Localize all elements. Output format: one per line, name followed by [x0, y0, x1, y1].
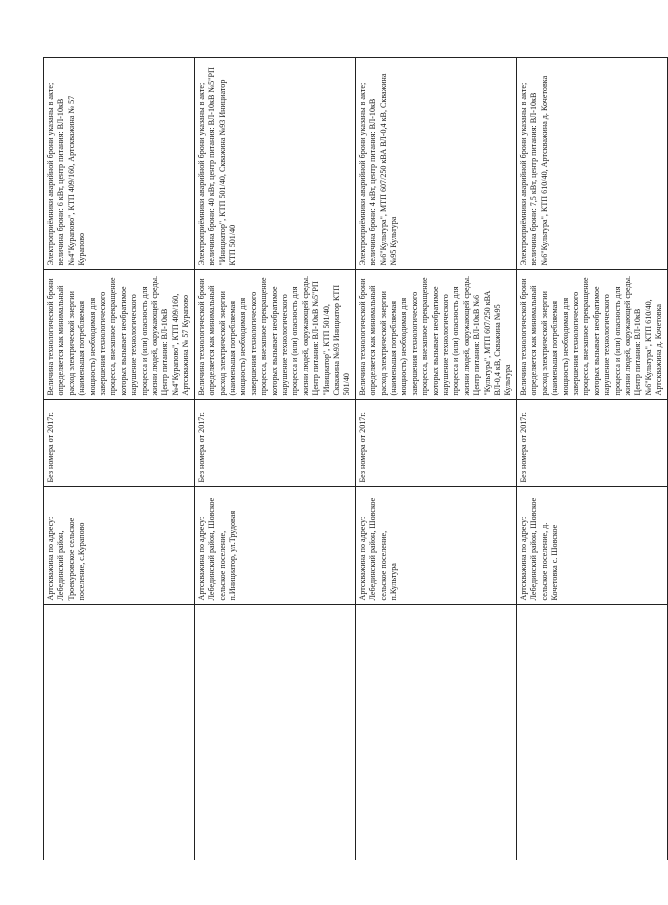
empty-cell: [516, 770, 667, 860]
rotated-table-wrapper: [43, 58, 664, 860]
technological-reserve-table: [43, 58, 668, 861]
table-row: [516, 58, 667, 860]
table-row: [194, 58, 355, 860]
note-cell: Электроприёмники аварийной брони указаны в акте; величина брони: 4 кВт, центр питания: ВЛ-10кВ №6"Культура", МТП 607/250 кВА ВЛ-0,4 кВ, Скважина №95 Культура: [355, 58, 516, 270]
empty-cell: [355, 770, 516, 860]
number-cell: Без номера от 2017г.: [355, 400, 516, 487]
empty-cell: [44, 770, 195, 860]
number-cell: Без номера от 2017г.: [516, 400, 667, 487]
number-cell: Без номера от 2017г.: [194, 400, 355, 487]
table-row: [355, 58, 516, 860]
address-cell: Артскважина по адресу: Лебединский район, Троекуровское сельское поселение, с.Курапово: [44, 487, 195, 605]
description-cell: Величина технологической брони определяется как минимальный расход электрической энергии (наименьшая потребляемая мощность) необходимая для завершения технологического процесса, внезапное прекращение которых вызывает необратимое нарушение технологического процесса и (или) опасность для жизни людей, окружающей среды. Центр питания: ВЛ-10кВ №5"РП "Инициатор", КТП 501/40, Скважина №93 Инициатор КТП 501/40: [194, 270, 355, 400]
note-cell: Электроприёмники аварийной брони указаны в акте; величина брони: 7,5 кВт, центр питания: ВЛ-10кВ №6"Культура", КТП 610/40, Артскважина д. Кочетовка: [516, 58, 667, 270]
empty-cell: [194, 605, 355, 770]
number-cell: Без номера от 2017г.: [44, 400, 195, 487]
description-cell: Величина технологической брони определяется как минимальный расход электрической энергии (наименьшая потребляемая мощность) необходимая для завершения технологического процесса, внезапное прекращение которых вызывает необратимое нарушение технологического процесса и (или) опасность для жизни людей, окружающей среды. Центр питания: ВЛ-10кВ №6 "Культура", МТП 607/250 кВА ВЛ-0,4 кВ, Скважина №95 Культура: [355, 270, 516, 400]
empty-cell: [44, 605, 195, 770]
empty-cell: [194, 770, 355, 860]
note-cell: Электроприёмники аварийной брони указаны в акте; величина брони: 40 кВт, центр питания: ВЛ-10кВ №5"РП "Инициатор", КТП 501/40, Скважина №93 Инициатор КТП 501/40: [194, 58, 355, 270]
address-cell: Артскважина по адресу: Лебединский район, Шовское сельское поселение, п.Инициатор, ул.Трудовая: [194, 487, 355, 605]
empty-cell: [516, 605, 667, 770]
description-cell: Величина технологической брони определяется как минимальный расход электрической энергии (наименьшая потребляемая мощность) необходимая для завершения технологического процесса, внезапное прекращение которых вызывает необратимое нарушение технологического процесса и (или) опасность для жизни людей, окружающей среды. Центр питания: ВЛ-10кВ №4"Курапово", КТП 409/160, Артскважина № 57 Курапово: [44, 270, 195, 400]
empty-cell: [355, 605, 516, 770]
description-cell: Величина технологической брони определяется как минимальный расход электрической энергии (наименьшая потребляемая мощность) необходимая для завершения технологического процесса, внезапное прекращение которых вызывает необратимое нарушение технологического процесса и (или) опасность для жизни людей, окружающей среды. Центр питания: ВЛ-10кВ №6"Культура", КТП 610/40, Артскважина д. Кочетовка: [516, 270, 667, 400]
address-cell: Артскважина по адресу: Лебединский район, Шовское сельское поселение, п.Культура: [355, 487, 516, 605]
address-cell: Артскважина по адресу: Лебединский район, Шовское сельское поселение, д. Кочетовка с. Шовское: [516, 487, 667, 605]
note-cell: Электроприёмники аварийной брони указаны в акте; величина брони: 6 кВт, центр питания: ВЛ-10кВ №4"Курапово", КТП 409/160, Артскважина № 57 Курапово: [44, 58, 195, 270]
table-row: [44, 58, 195, 860]
